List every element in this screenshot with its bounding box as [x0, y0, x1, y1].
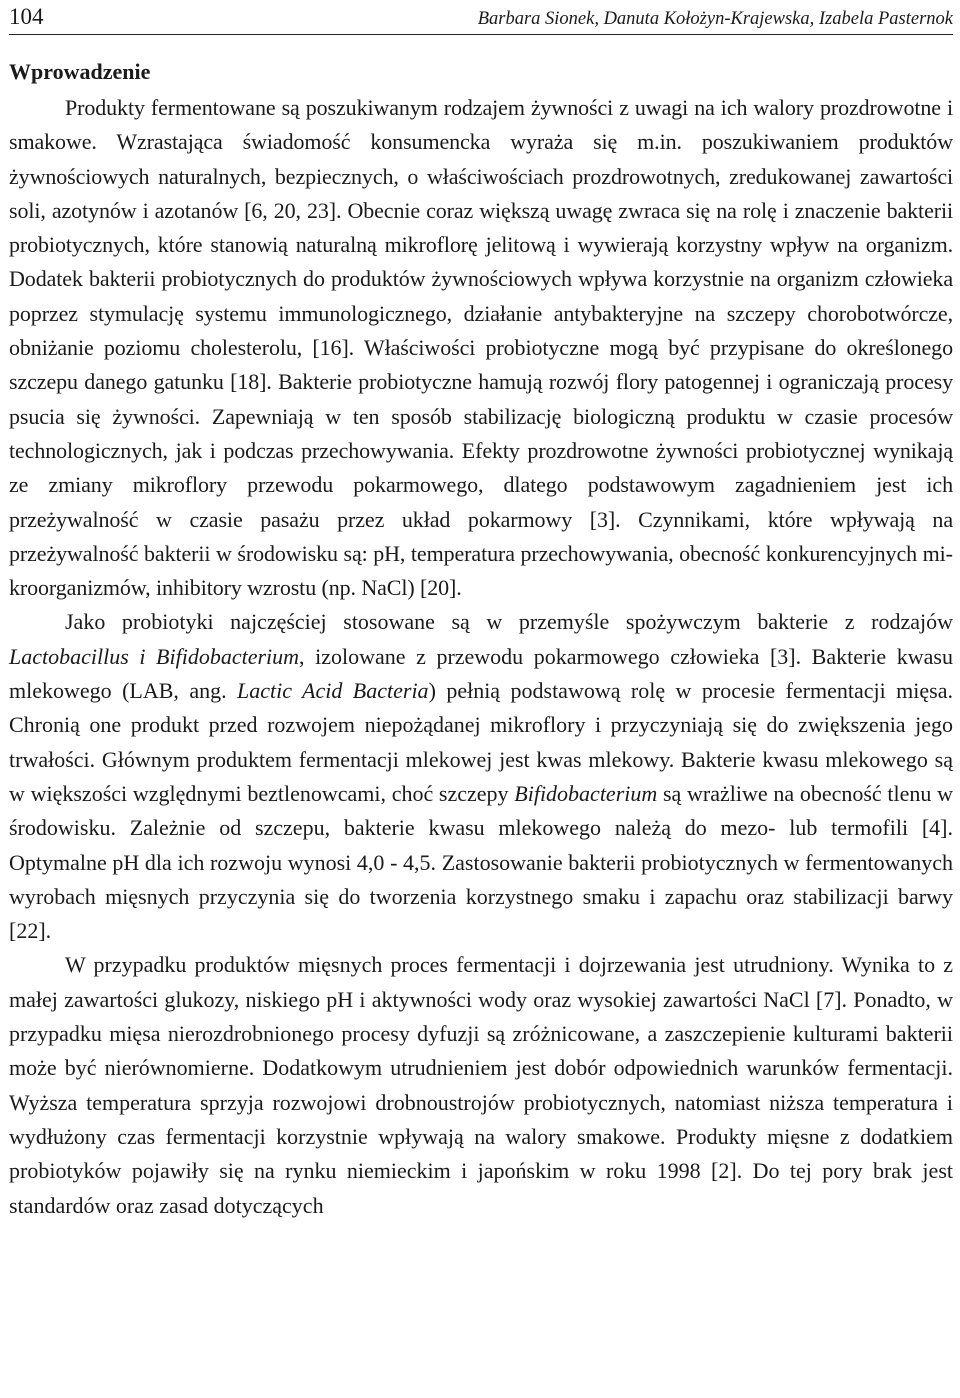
paragraph-2-run-4: ) pełnią podstawową rolę w procesie fermentacji mięsa. Chronią one produkt przed rozwojem niepożądanej mikroflory i przyczyniają się do zwiększenia jego trwałości. Głównym produktem fermentacji mlekowej jest kwas mlekowy. Bakterie kwasu mlekowego są w większości względnymi beztlenowcami, choć szczepy: [9, 678, 953, 806]
section-heading: Wprowadzenie: [9, 59, 151, 84]
paragraph-2-run-6: są wrażliwe na obecność tlenu w środowisku. Zależnie od szczepu, bakterie kwasu mlekowego należą do mezo- lub termofili [4]. Optymalne pH dla ich rozwoju wynosi 4,0 - 4,5. Zastosowanie bakterii probiotycznych w fermentowanych wyrobach mięsnych przyczynia się do tworzenia korzystnego smaku i zapachu oraz stabilizacji barwy [22].: [9, 780, 953, 944]
paragraph-1: [9, 91, 953, 605]
running-header-authors: Barbara Sionek, Danuta Kołożyn-Krajewska, Izabela Pasternok: [477, 9, 953, 29]
paragraph-2: [9, 605, 953, 948]
paragraph-2-italic-genera: Lactobacillus i Bifidobacterium: [9, 643, 300, 669]
paragraph-3: [9, 948, 953, 1222]
document-page: [9, 0, 953, 1223]
paragraph-2-run-0: Jako probiotyki najczęściej stosowane są w przemyśle spożywczym bakterie z rodzajów: [65, 609, 953, 635]
paragraph-2-run-2: , izolowane z przewodu pokarmowego człowieka [3]. Bakterie kwasu mlekowego (LAB, ang.: [9, 643, 953, 704]
running-header: [9, 0, 953, 35]
paragraph-2-italic-lab: Lactic Acid Bacteria: [237, 678, 429, 704]
page-number: 104: [9, 4, 44, 29]
paragraph-1-run-0: Produkty fermentowane są poszukiwanym rodzajem żywności z uwagi na ich walory prozdrowotne i smakowe. Wzrastająca świadomość konsumencka wyraża się m.in. poszukiwaniem produktów żywnościowych naturalnych, bezpiecznych, o właściwościach prozdrowotnych, zredukowanej zawartości soli, azotynów i azotanów [6, 20, 23]. Obecnie coraz większą uwagę zwraca się na rolę i znaczenie bakterii probiotycznych, które stanowią naturalną mikroflorę jelitową i wywierają korzystny wpływ na organizm. Dodatek bakterii probiotycznych do produktów żywnościowych wpływa korzystnie na organizm człowieka poprzez stymulację systemu immunologicznego, działanie antybakteryjne na szczepy chorobotwórcze, obniżanie poziomu cholesterolu, [16]. Właściwości probiotyczne mogą być przypisane do określonego szczepu danego gatunku [18]. Bakterie probiotyczne hamują rozwój flory patogennej i ograniczają procesy psucia się żywności. Zapewniają w ten sposób stabilizację biologiczną produktu w czasie procesów technologicznych, jak i podczas przechowywania. Efekty prozdrowotne żywności probiotycznej wynikają ze zmiany mikroflory przewodu pokarmowego, dlatego podstawowym zagadnieniem jest ich przeżywalność w czasie pasażu przez układ pokarmowy [3]. Czynnikami, które wpływają na przeżywalność bakterii w środowisku są: pH, temperatura przechowywania, obecność konkurencyjnych mikroorganizmów, inhibitory wzrostu (np. NaCl) [20].: [9, 95, 953, 601]
paragraph-2-italic-bifidobacterium: Bifidobacterium: [514, 780, 658, 806]
paragraph-3-run-0: W przypadku produktów mięsnych proces fermentacji i dojrzewania jest utrudniony. Wynika to z małej zawartości glukozy, niskiego pH i aktywności wody oraz wysokiej zawartości NaCl [7]. Ponadto, w przypadku mięsa nierozdrobnionego procesy dyfuzji są zróżnicowane, a zaszczepienie kulturami bakterii może być nierównomierne. Dodatkowym utrudnieniem jest dobór odpowiednich warunków fermentacji. Wyższa temperatura sprzyja rozwojowi drobnoustrojów probiotycznych, natomiast niższa temperatura i wydłużony czas fermentacji korzystnie wpływają na walory smakowe. Produkty mięsne z dodatkiem probiotyków pojawiły się na rynku niemieckim i japońskim w roku 1998 [2]. Do tej pory brak jest standardów oraz zasad dotyczących: [9, 952, 953, 1218]
body-text: [9, 91, 953, 1223]
